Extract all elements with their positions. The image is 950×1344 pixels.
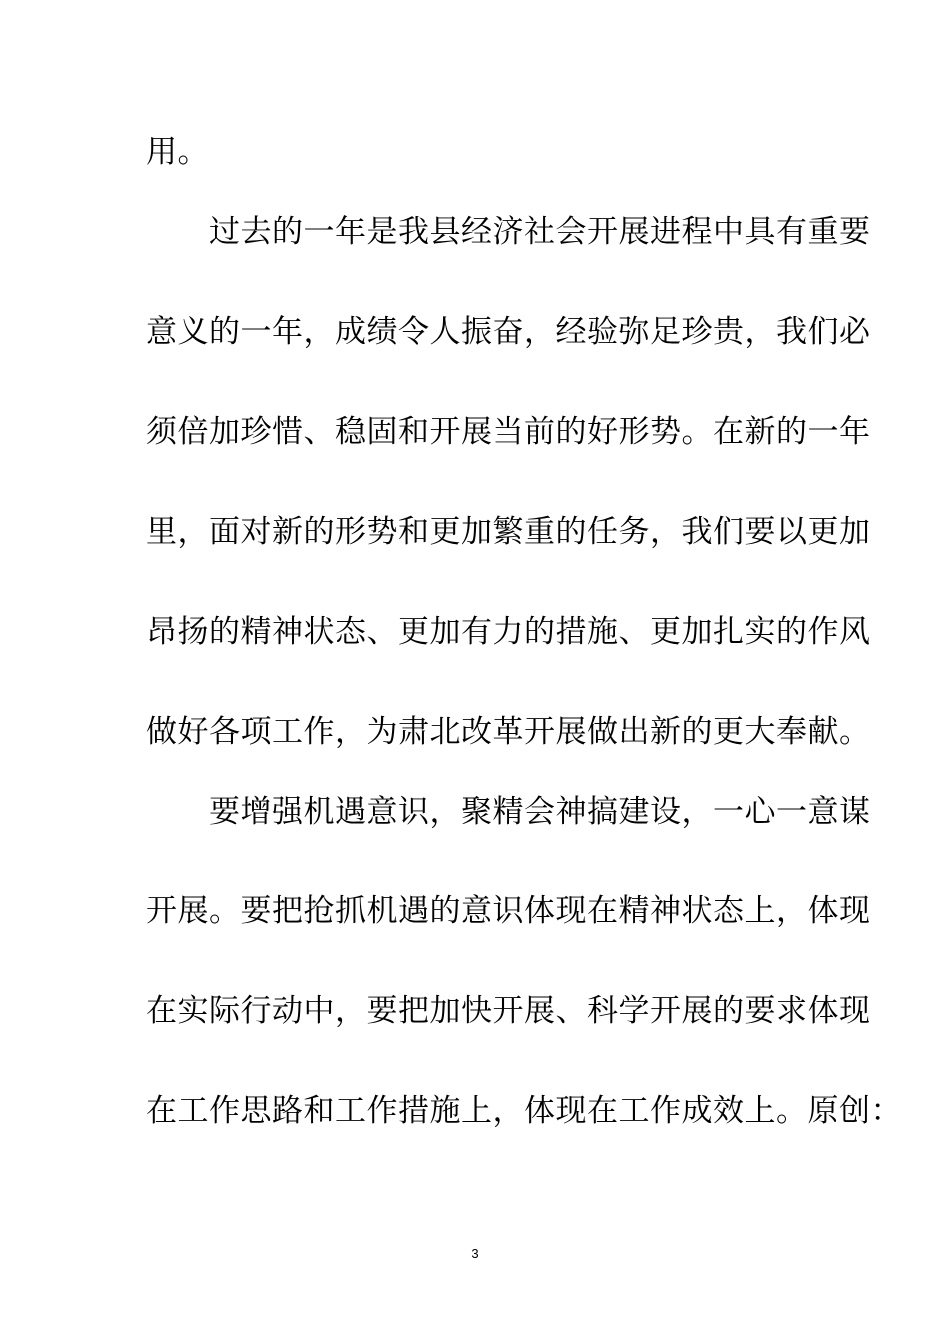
paragraph-start-line: 过去的一年是我县经济社会开展进程中具有重要 (146, 214, 871, 250)
text-line: 里，面对新的形势和更加繁重的任务，我们要以更加 (146, 514, 871, 550)
page-number: 3 (471, 1246, 479, 1261)
text-line: 意义的一年，成绩令人振奋，经验弥足珍贵，我们必 (146, 314, 871, 350)
text-line: 须倍加珍惜、稳固和开展当前的好形势。在新的一年 (146, 414, 871, 450)
text-line: 在实际行动中，要把加快开展、科学开展的要求体现 (146, 993, 871, 1029)
text-line: 开展。要把抢抓机遇的意识体现在精神状态上，体现 (146, 893, 871, 929)
text-line: 在工作思路和工作措施上，体现在工作成效上。原创： (146, 1093, 902, 1129)
paragraph-start-line: 要增强机遇意识，聚精会神搞建设，一心一意谋 (146, 794, 871, 830)
text-line: 昂扬的精神状态、更加有力的措施、更加扎实的作风 (146, 614, 871, 650)
text-line: 用。 (146, 134, 209, 170)
text-line: 做好各项工作，为肃北改革开展做出新的更大奉献。 (146, 714, 871, 750)
